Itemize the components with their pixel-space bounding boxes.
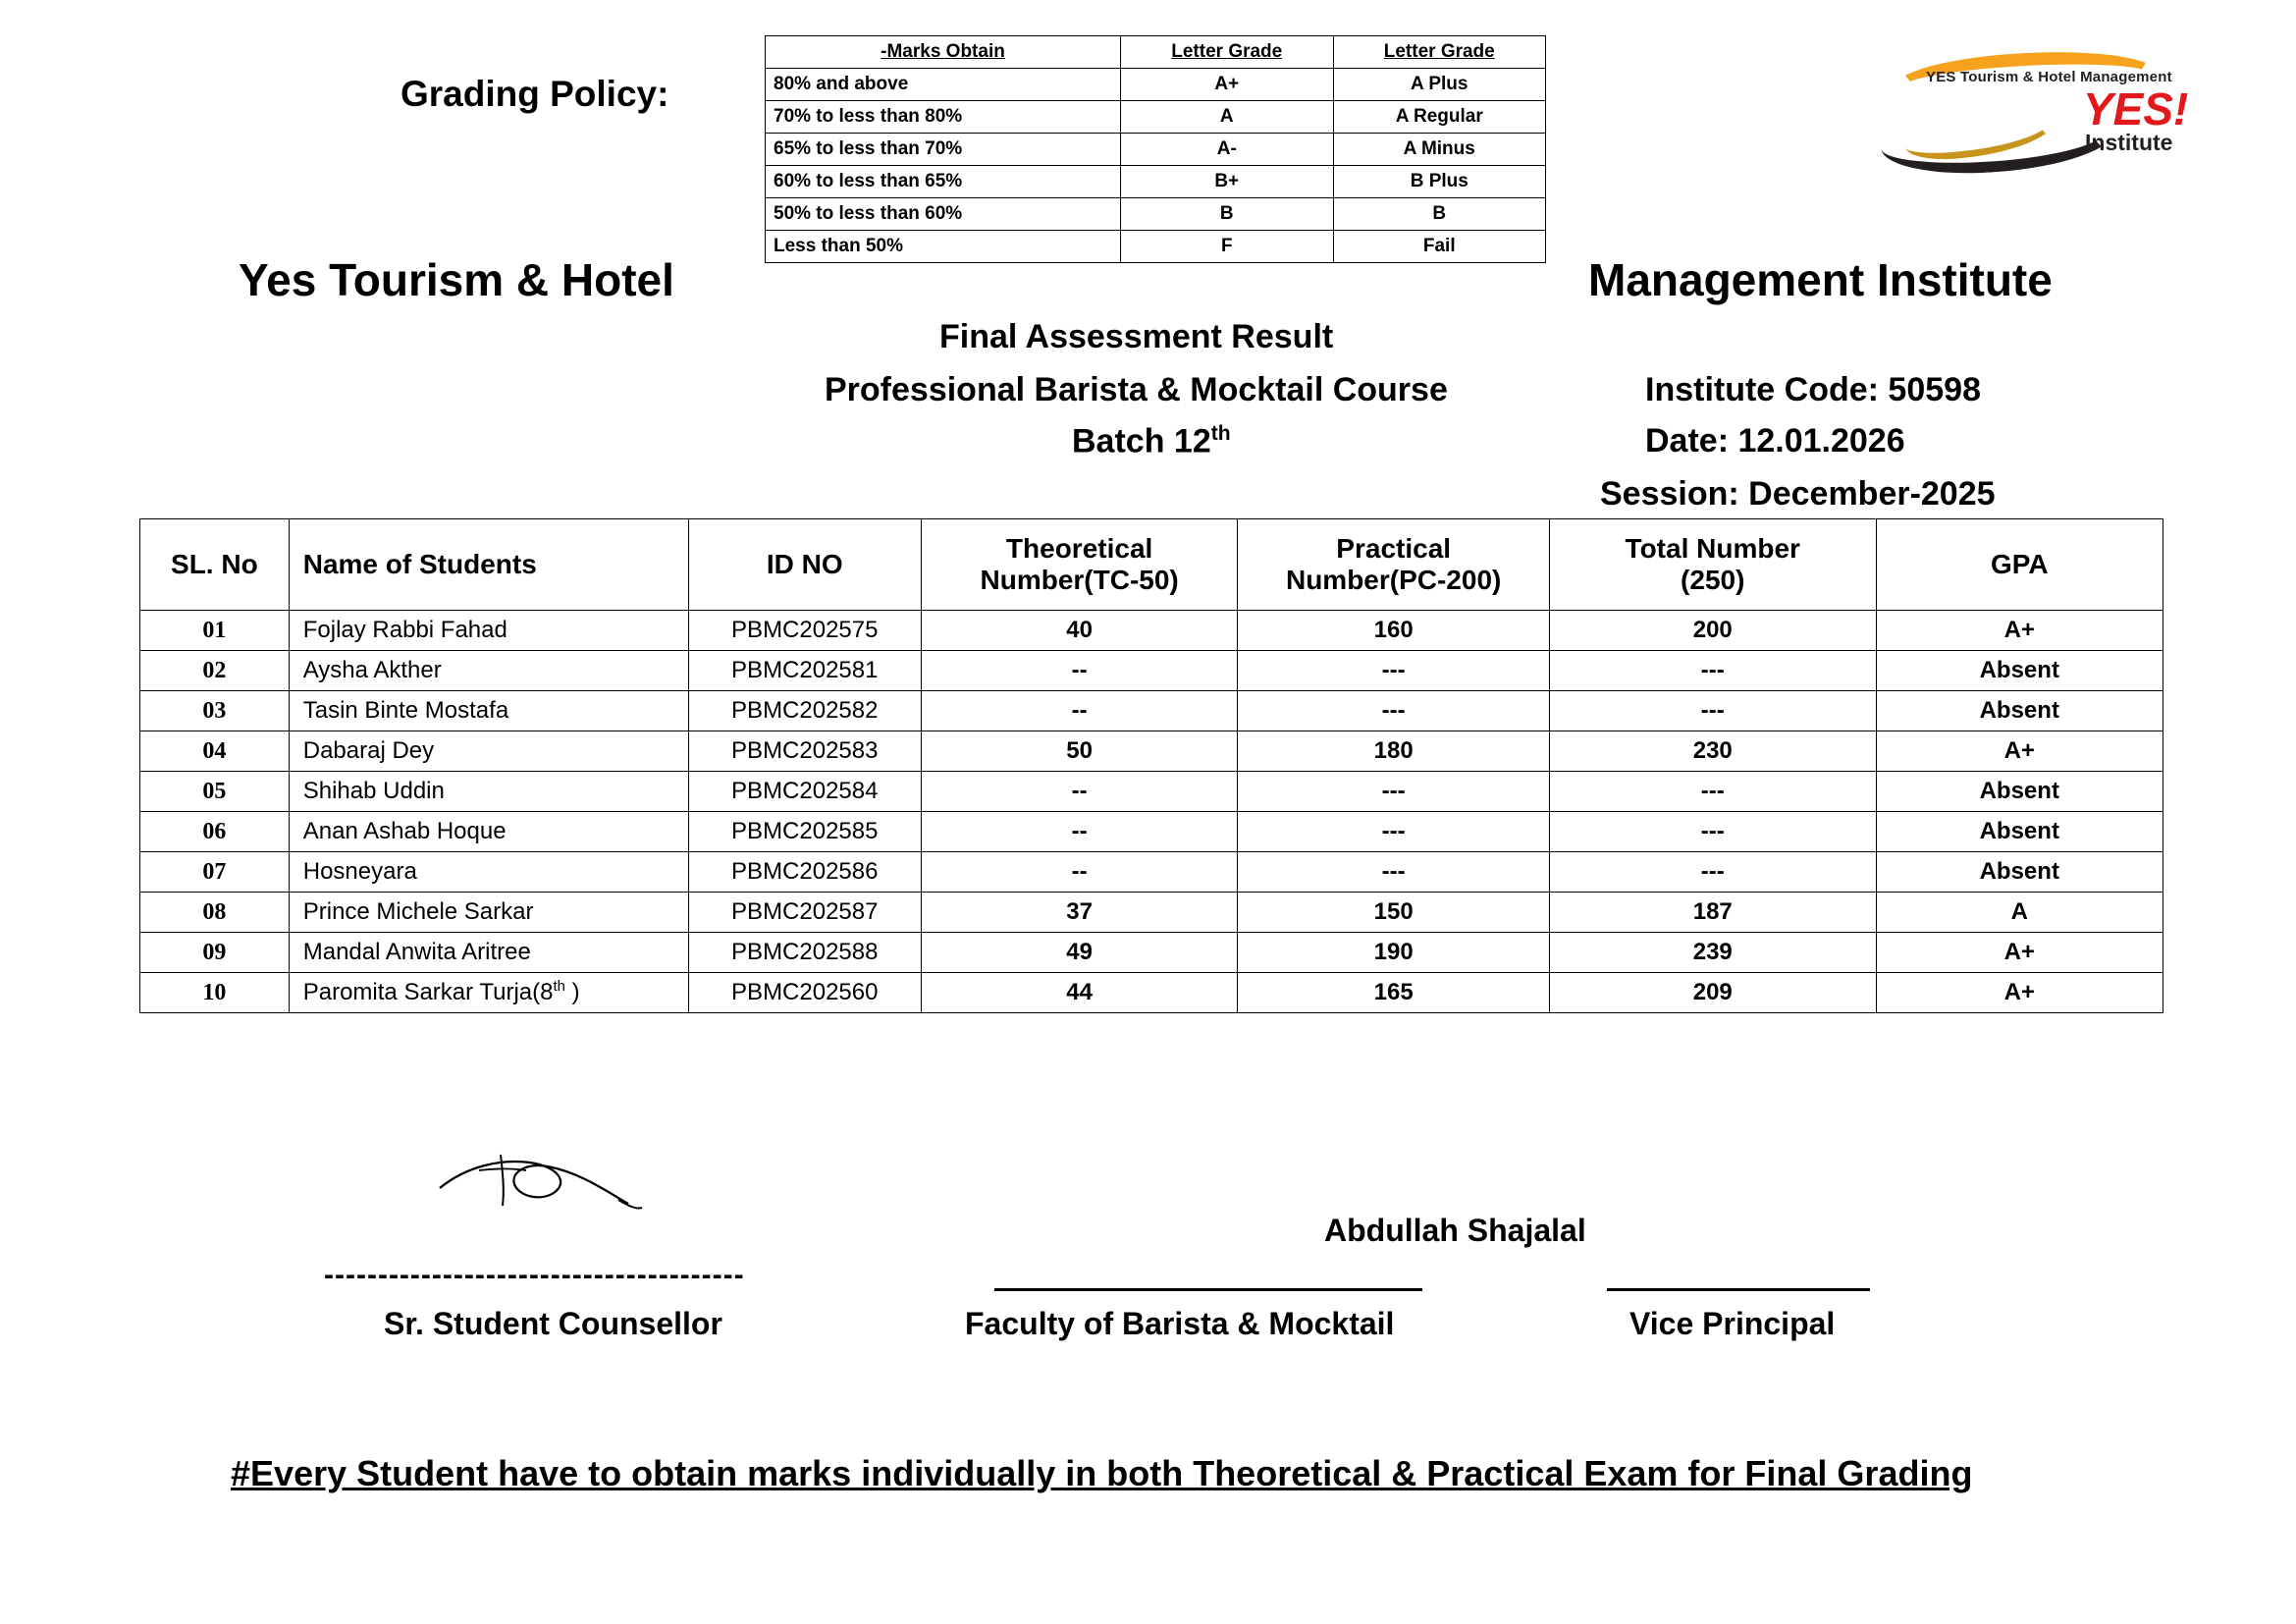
grading-row — [766, 101, 1546, 134]
header-gpa: GPA — [1876, 519, 2163, 611]
cell-name: Paromita Sarkar Turja(8th ) — [289, 973, 688, 1013]
table-row — [140, 611, 2163, 651]
header-theoretical-line1: Theoretical — [1005, 532, 1153, 564]
cell-theoretical: 40 — [921, 611, 1238, 651]
page-title-right: Management Institute — [1588, 254, 2053, 305]
cell-theoretical: -- — [921, 772, 1238, 812]
batch-label — [1072, 422, 1231, 460]
table-row — [140, 812, 2163, 852]
cell-practical: --- — [1238, 772, 1550, 812]
grading-cell-letter: B+ — [1121, 166, 1334, 198]
cell-id: PBMC202588 — [688, 933, 921, 973]
cell-total: --- — [1549, 691, 1876, 731]
cell-sl: 08 — [140, 893, 290, 933]
cell-gpa: A+ — [1876, 973, 2163, 1013]
grading-cell-marks: 80% and above — [766, 69, 1121, 101]
cell-name: Mandal Anwita Aritree — [289, 933, 688, 973]
cell-gpa: Absent — [1876, 852, 2163, 893]
cell-sl: 06 — [140, 812, 290, 852]
grading-row — [766, 69, 1546, 101]
page-title-left: Yes Tourism & Hotel — [239, 254, 674, 305]
footer-note-hash: # — [231, 1453, 251, 1493]
cell-sl: 04 — [140, 731, 290, 772]
header-student-name: Name of Students — [289, 519, 688, 611]
course-name: Professional Barista & Mocktail Course — [825, 371, 1448, 408]
grading-policy-table — [765, 35, 1546, 263]
batch-label-text: Batch 12 — [1072, 422, 1211, 460]
cell-practical: 150 — [1238, 893, 1550, 933]
grading-header-marks — [766, 36, 1121, 69]
cell-gpa: A+ — [1876, 933, 2163, 973]
issue-date: Date: 12.01.2026 — [1645, 422, 1905, 460]
header-theoretical-line2: Number(TC-50) — [980, 565, 1179, 595]
table-row — [140, 691, 2163, 731]
cell-practical: 160 — [1238, 611, 1550, 651]
session: Session: December-2025 — [1600, 475, 1996, 513]
cell-id: PBMC202586 — [688, 852, 921, 893]
grading-header-row — [766, 36, 1546, 69]
signature-label-faculty: Faculty of Barista & Mocktail — [965, 1306, 1395, 1341]
header-id-no: ID NO — [688, 519, 921, 611]
logo-sub-text: Institute — [2085, 130, 2173, 155]
grading-cell-letter: B — [1121, 198, 1334, 231]
cell-name: Dabaraj Dey — [289, 731, 688, 772]
cell-total: --- — [1549, 812, 1876, 852]
grading-cell-meaning: B — [1333, 198, 1546, 231]
cell-id: PBMC202587 — [688, 893, 921, 933]
grading-header-letter-2-text: Letter Grade — [1383, 41, 1495, 62]
cell-total: --- — [1549, 651, 1876, 691]
grading-cell-meaning: A Regular — [1333, 101, 1546, 134]
grading-cell-marks: 60% to less than 65% — [766, 166, 1121, 198]
cell-name: Aysha Akther — [289, 651, 688, 691]
header-practical — [1238, 519, 1550, 611]
cell-total: --- — [1549, 852, 1876, 893]
cell-theoretical: 49 — [921, 933, 1238, 973]
cell-practical: --- — [1238, 651, 1550, 691]
cell-practical: 180 — [1238, 731, 1550, 772]
cell-gpa: Absent — [1876, 772, 2163, 812]
grading-row — [766, 198, 1546, 231]
cell-name: Anan Ashab Hoque — [289, 812, 688, 852]
cell-gpa: Absent — [1876, 651, 2163, 691]
cell-practical: 165 — [1238, 973, 1550, 1013]
batch-ordinal-suffix: th — [1210, 422, 1231, 445]
logo-brand-text: YES! — [2083, 83, 2189, 135]
signature-label-vice-principal: Vice Principal — [1629, 1306, 1836, 1341]
header-theoretical — [921, 519, 1238, 611]
grading-header-marks-text: -Marks Obtain — [881, 41, 1005, 62]
result-table — [139, 518, 2163, 1013]
cell-gpa: Absent — [1876, 812, 2163, 852]
cell-id: PBMC202584 — [688, 772, 921, 812]
cell-sl: 03 — [140, 691, 290, 731]
grading-cell-letter: A — [1121, 101, 1334, 134]
result-subtitle: Final Assessment Result — [939, 318, 1334, 355]
cell-id: PBMC202575 — [688, 611, 921, 651]
grading-cell-marks: 70% to less than 80% — [766, 101, 1121, 134]
cell-total: 200 — [1549, 611, 1876, 651]
cell-theoretical: -- — [921, 812, 1238, 852]
grading-cell-meaning: Fail — [1333, 231, 1546, 263]
cell-gpa: A+ — [1876, 731, 2163, 772]
grading-row — [766, 166, 1546, 198]
grading-cell-marks: Less than 50% — [766, 231, 1121, 263]
table-row — [140, 893, 2163, 933]
institute-logo — [1875, 49, 2228, 157]
cell-total: 230 — [1549, 731, 1876, 772]
grading-header-letter-1 — [1121, 36, 1334, 69]
cell-theoretical: 50 — [921, 731, 1238, 772]
cell-gpa: A — [1876, 893, 2163, 933]
grading-cell-marks: 65% to less than 70% — [766, 134, 1121, 166]
header-total — [1549, 519, 1876, 611]
table-row — [140, 731, 2163, 772]
cell-theoretical: -- — [921, 852, 1238, 893]
header-total-line1: Total Number — [1625, 532, 1800, 564]
result-header-row — [140, 519, 2163, 611]
grading-row — [766, 231, 1546, 263]
signature-label-counsellor: Sr. Student Counsellor — [384, 1306, 722, 1341]
cell-practical: --- — [1238, 691, 1550, 731]
cell-theoretical: 37 — [921, 893, 1238, 933]
cell-total: --- — [1549, 772, 1876, 812]
table-row — [140, 933, 2163, 973]
cell-theoretical: 44 — [921, 973, 1238, 1013]
header-practical-line1: Practical — [1336, 532, 1452, 564]
footer-note — [231, 1453, 1972, 1494]
cell-id: PBMC202582 — [688, 691, 921, 731]
logo-top-text: YES Tourism & Hotel Management — [1926, 69, 2172, 85]
cell-name: Fojlay Rabbi Fahad — [289, 611, 688, 651]
grading-header-letter-2 — [1333, 36, 1546, 69]
cell-sl: 02 — [140, 651, 290, 691]
grading-row — [766, 134, 1546, 166]
grading-cell-meaning: A Plus — [1333, 69, 1546, 101]
cell-total: 239 — [1549, 933, 1876, 973]
cell-theoretical: -- — [921, 651, 1238, 691]
cell-id: PBMC202560 — [688, 973, 921, 1013]
cell-sl: 07 — [140, 852, 290, 893]
cell-total: 209 — [1549, 973, 1876, 1013]
cell-sl: 10 — [140, 973, 290, 1013]
grading-cell-meaning: A Minus — [1333, 134, 1546, 166]
footer-note-text: Every Student have to obtain marks individually in both Theoretical & Practical Exam for Final Grading — [250, 1453, 1973, 1493]
table-row — [140, 772, 2163, 812]
cell-theoretical: -- — [921, 691, 1238, 731]
cell-id: PBMC202583 — [688, 731, 921, 772]
table-row — [140, 651, 2163, 691]
grading-cell-marks: 50% to less than 60% — [766, 198, 1121, 231]
cell-gpa: Absent — [1876, 691, 2163, 731]
grading-cell-letter: F — [1121, 231, 1334, 263]
grading-cell-meaning: B Plus — [1333, 166, 1546, 198]
cell-name: Hosneyara — [289, 852, 688, 893]
faculty-signature-name: Abdullah Shajalal — [1324, 1213, 1586, 1248]
signature-line-vice-principal — [1607, 1288, 1870, 1291]
cell-sl: 01 — [140, 611, 290, 651]
cell-name: Shihab Uddin — [289, 772, 688, 812]
cell-total: 187 — [1549, 893, 1876, 933]
header-practical-line2: Number(PC-200) — [1285, 565, 1502, 595]
signature-line-faculty — [994, 1288, 1422, 1291]
handwritten-signature-icon — [432, 1149, 648, 1218]
grading-cell-letter: A- — [1121, 134, 1334, 166]
cell-name: Tasin Binte Mostafa — [289, 691, 688, 731]
cell-name: Prince Michele Sarkar — [289, 893, 688, 933]
grading-policy-label: Grading Policy: — [400, 74, 669, 114]
cell-practical: 190 — [1238, 933, 1550, 973]
signature-line-dashed: --------------------------------------- — [324, 1259, 745, 1291]
grading-header-letter-1-text: Letter Grade — [1171, 41, 1283, 62]
institute-code: Institute Code: 50598 — [1645, 371, 1981, 408]
cell-id: PBMC202585 — [688, 812, 921, 852]
grading-cell-letter: A+ — [1121, 69, 1334, 101]
header-total-line2: (250) — [1681, 565, 1745, 595]
cell-sl: 05 — [140, 772, 290, 812]
table-row — [140, 852, 2163, 893]
cell-sl: 09 — [140, 933, 290, 973]
table-row — [140, 973, 2163, 1013]
cell-practical: --- — [1238, 812, 1550, 852]
cell-id: PBMC202581 — [688, 651, 921, 691]
cell-gpa: A+ — [1876, 611, 2163, 651]
cell-practical: --- — [1238, 852, 1550, 893]
header-sl-no: SL. No — [140, 519, 290, 611]
